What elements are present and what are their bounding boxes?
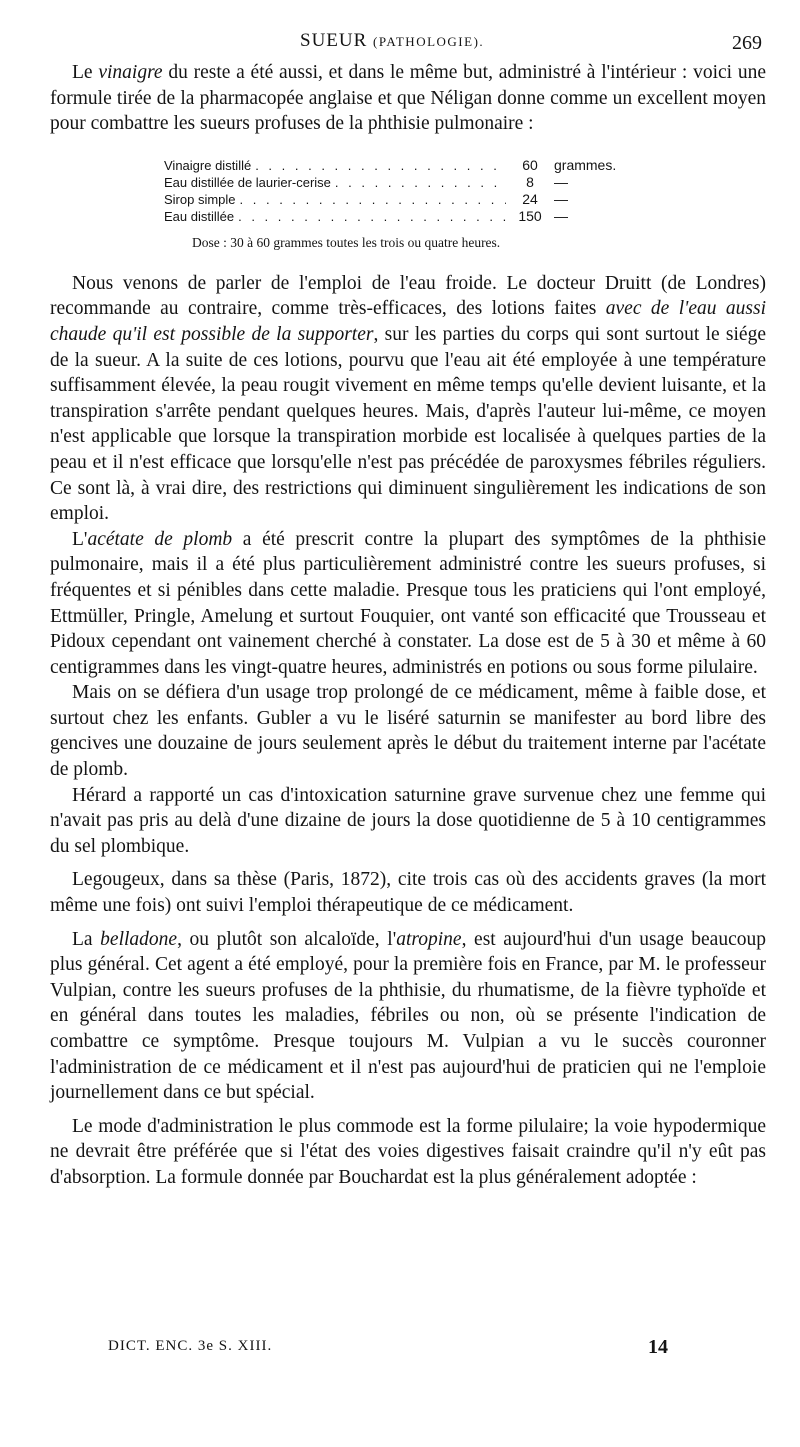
ingredient-unit: —	[554, 207, 568, 224]
text-run: L'	[72, 528, 88, 550]
text-run: Mais on se défiera d'un usage trop prolongé de ce médicament, même à faible dose, et surtout chez les enfants. Gubler a vu le liséré saturnin se manifester au bord libre des gencives une douzaine de jours seulement après le début du traitement interne par l'acétate de plomb.	[50, 682, 766, 781]
ingredient-unit: grammes.	[554, 156, 617, 173]
ingredient-quantity: 8	[526, 173, 534, 190]
ingredient-name: Eau distillée	[164, 208, 235, 224]
signature-number: 14	[648, 1336, 668, 1358]
text-run: a été prescrit contre la plupart des symptômes de la phthisie pulmonaire, mais il a été plus particulièrement administré contre les sueurs profuses, si fréquentes et si pénibles dans cette maladie. Presque tous les praticiens qui l'ont employé, Ettmüller, Pringle, Amelung et surtout Fouquier, ont vanté son efficacité que Trousseau et Pidoux cependant ont vainement cherché à constater. La dose est de 5 à 30 et même à 60 centigrammes dans les vingt-quatre heures, administrés en potions ou sous forme pilulaire.	[50, 528, 766, 678]
ingredient-name: Sirop simple	[164, 191, 236, 207]
paragraph-usage-prolonge	[50, 680, 766, 782]
paragraph-acetate-de-plomb	[50, 527, 766, 681]
running-head	[300, 30, 484, 52]
ingredient-unit: —	[554, 173, 568, 190]
italic-term: atropine	[396, 928, 462, 950]
italic-term: vinaigre	[98, 62, 163, 83]
paragraph-legougeux	[50, 867, 766, 918]
formula-row	[164, 174, 624, 191]
page-body	[50, 60, 766, 1191]
running-head-title: SUEUR	[300, 30, 368, 51]
italic-term: acétate de plomb	[87, 528, 233, 550]
paragraph-herard	[50, 783, 766, 860]
running-head-subtitle: (PATHOLOGIE).	[373, 34, 485, 49]
text-run: Le mode d'administration le plus commode est la forme pilulaire; la voie hypodermique ne devrait être préférée que si l'état des voies digestives faisait craindre qu'il n'y eût pas d'absorption. La formule donnée par Bouchardat est la plus généralement adoptée :	[50, 1115, 766, 1188]
ingredient-quantity: 24	[522, 190, 538, 207]
dose-instruction: Dose : 30 à 60 grammes toutes les trois ou quatre heures.	[192, 234, 501, 250]
ingredient-name: Vinaigre distillé	[164, 157, 252, 173]
text-run: , sur les parties du corps qui sont surtout le siége de la sueur. A la suite de ces lotions, pourvu que l'eau ait été employée à une température suffisamment élevée, la peau rougit vivement en même temps qu'elle devient luisante, et la transpiration s'arrête pendant quelques heures. Mais, d'après l'auteur lui-même, ce moyen n'est applicable que lorsque la transpiration morbide est localisée à quelques parties de la peau et il n'est efficace que lorsqu'elle n'est pas précédée de paroxysmes fébriles réguliers. Ce sont là, à vrai dire, des restrictions qui diminuent singulièrement les indications de son emploi.	[50, 323, 766, 525]
ingredient-quantity: 60	[522, 156, 538, 173]
text-run: , est aujourd'hui d'un usage beaucoup plus général. Cet agent a été employé, pour la première fois en France, par M. le professeur Vulpian, contre les sueurs profuses de la phthisie, du rhumatisme, de la fièvre typhoïde et en général dans toutes les maladies, fébriles ou non, où se présente l'indication de combattre ce symptôme. Presque toujours M. Vulpian a vu le succès couronner l'administration de ce médicament et il n'est pas aujourd'hui de praticien qui ne l'emploie journellement dans ce but spécial.	[50, 928, 766, 1104]
italic-term: belladone	[100, 928, 178, 950]
page-header	[0, 30, 800, 58]
paragraph-belladone	[50, 927, 766, 1106]
paragraph-mode-administration	[50, 1114, 766, 1191]
text-run: La	[72, 928, 101, 950]
signature-mark: DICT. ENC. 3e S. XIII.	[108, 1338, 273, 1354]
ingredient-unit: —	[554, 190, 568, 207]
italic-term: avec de l'eau aussi chaude qu'il est possible de la supporter	[50, 298, 766, 345]
leader-dots	[251, 157, 506, 174]
page-footer	[108, 1338, 668, 1362]
text-run: , ou plutôt son alcaloïde, l'	[177, 928, 397, 950]
text-run: Legougeux, dans sa thèse (Paris, 1872), cite trois cas où des accidents graves (la mort même une fois) ont suivi l'emploi thérapeutique de ce médicament.	[50, 869, 766, 917]
paragraph-eau-froide	[50, 271, 766, 527]
leader-dots	[236, 191, 506, 208]
leader-dots	[331, 174, 506, 191]
paragraph-vinaigre	[50, 60, 766, 137]
formula-vinaigre	[164, 157, 624, 225]
formula-row	[164, 208, 624, 225]
text-run: Hérard a rapporté un cas d'intoxication saturnine grave survenue chez une femme qui n'avait pas pris au delà d'une dizaine de jours la dose quotidienne de 5 à 10 centigrammes du sel plombique.	[50, 784, 766, 857]
formula-row	[164, 157, 624, 174]
leader-dots	[234, 208, 506, 225]
text-run: du reste a été aussi, et dans le même but, administré à l'intérieur : voici une formule tirée de la pharmacopée anglaise et que Néligan donne comme un excellent moyen pour combattre les sueurs profuses de la phthisie pulmonaire :	[50, 62, 766, 135]
ingredient-name: Eau distillée de laurier-cerise	[164, 174, 331, 190]
ingredient-quantity: 150	[518, 207, 542, 224]
text-run: Le	[72, 62, 99, 83]
text-run: Nous venons de parler de l'emploi de l'eau froide. Le docteur Druitt (de Londres) recommande au contraire, comme très-efficaces, des lotions faites	[50, 272, 766, 320]
formula-row	[164, 191, 624, 208]
page-number: 269	[732, 32, 762, 54]
